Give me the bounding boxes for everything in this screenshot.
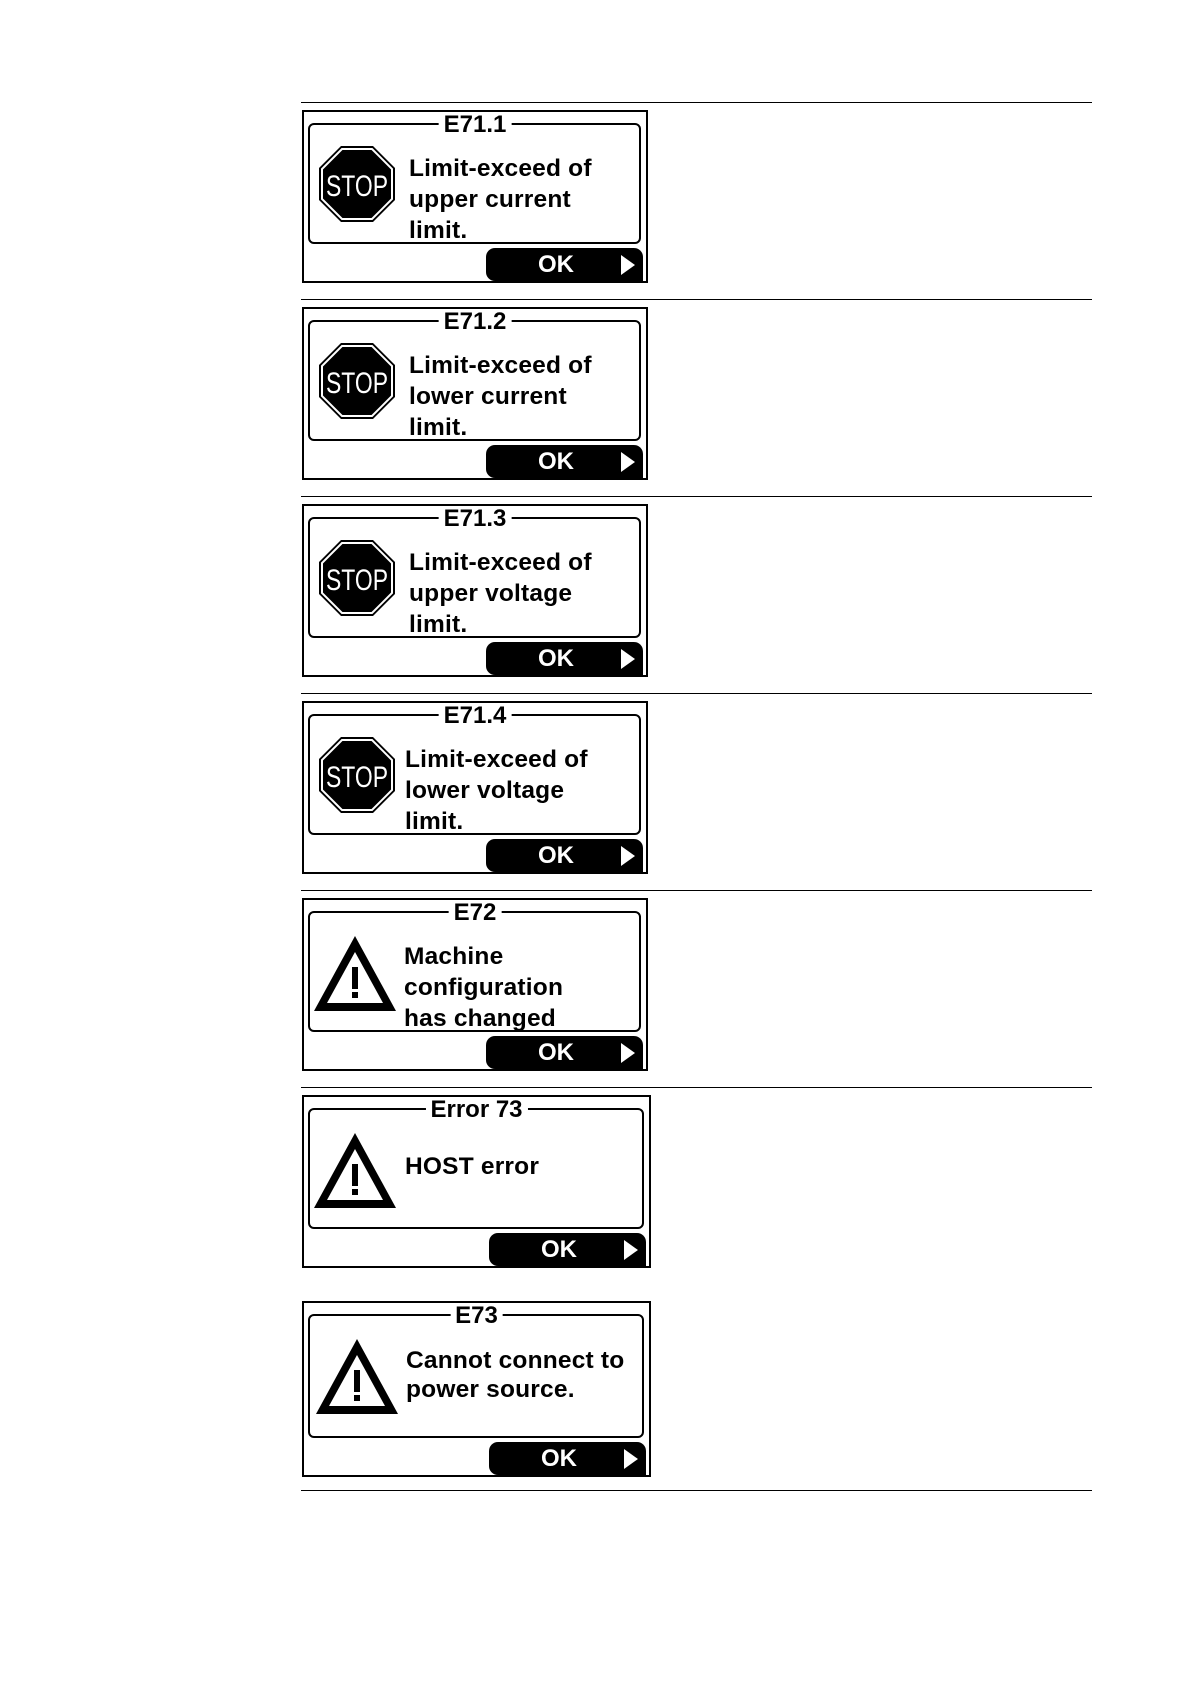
ok-button[interactable] [486, 248, 643, 281]
message-line: upper voltage [409, 580, 573, 607]
ok-button[interactable] [489, 1233, 646, 1266]
dialog-message-box [308, 714, 641, 835]
dialog-message-box [308, 1314, 644, 1438]
error-code: E73 [450, 1303, 503, 1329]
dialog-message [404, 941, 563, 1034]
message-line: Limit-exceed of [405, 746, 588, 773]
message-line: limit. [409, 611, 468, 638]
play-arrow-icon [624, 1449, 638, 1469]
ok-button-label: OK [541, 1236, 577, 1263]
message-line: Limit-exceed of [409, 352, 592, 379]
play-arrow-icon [621, 255, 635, 275]
error-dialog-e71-1 [302, 110, 648, 283]
separator-line [301, 1490, 1092, 1491]
ok-button-label: OK [541, 1445, 577, 1472]
svg-text:STOP: STOP [326, 367, 388, 400]
ok-button[interactable] [489, 1442, 646, 1475]
dialog-message-box [308, 123, 641, 244]
error-dialog-e71-4 [302, 701, 648, 874]
message-line: power source. [406, 1376, 575, 1403]
message-line: upper current [409, 186, 571, 213]
error-dialog-e71-2 [302, 307, 648, 480]
message-line: HOST error [405, 1153, 540, 1180]
error-code: E72 [449, 900, 502, 926]
separator-line [301, 496, 1092, 497]
play-arrow-icon [624, 1240, 638, 1260]
play-arrow-icon [621, 649, 635, 669]
message-line: Cannot connect to [406, 1347, 625, 1374]
warning-triangle-icon [311, 933, 399, 1015]
message-line: lower current [409, 383, 567, 410]
dialog-message [409, 153, 592, 246]
separator-line [301, 299, 1092, 300]
dialog-message [406, 1346, 624, 1404]
error-code: E71.1 [439, 112, 512, 138]
separator-line [301, 102, 1092, 103]
dialog-message [405, 744, 588, 837]
stop-sign-icon [318, 342, 396, 420]
ok-button-label: OK [538, 448, 574, 475]
svg-text:STOP: STOP [326, 761, 388, 794]
warning-triangle-icon [313, 1336, 401, 1418]
ok-button[interactable] [486, 445, 643, 478]
error-code: E71.4 [439, 703, 512, 729]
message-line: has changed [404, 1005, 556, 1032]
ok-button-label: OK [538, 842, 574, 869]
ok-button-label: OK [538, 251, 574, 278]
error-dialog-error-73 [302, 1095, 651, 1268]
message-line: limit. [409, 217, 468, 244]
ok-button[interactable] [486, 642, 643, 675]
message-line: lower voltage [405, 777, 565, 804]
error-code: E71.2 [439, 309, 512, 335]
play-arrow-icon [621, 452, 635, 472]
play-arrow-icon [621, 846, 635, 866]
play-arrow-icon [621, 1043, 635, 1063]
ok-button-label: OK [538, 1039, 574, 1066]
stop-sign-icon [318, 539, 396, 617]
dialog-message [405, 1151, 539, 1182]
warning-triangle-icon [311, 1130, 399, 1212]
svg-text:STOP: STOP [326, 564, 388, 597]
stop-sign-icon [318, 145, 396, 223]
error-dialog-e73 [302, 1301, 651, 1477]
message-line: Limit-exceed of [409, 155, 592, 182]
message-line: limit. [409, 414, 468, 441]
separator-line [301, 1087, 1092, 1088]
dialog-message-box [308, 320, 641, 441]
dialog-message-box [308, 911, 641, 1032]
dialog-message-box [308, 1108, 644, 1229]
error-code: Error 73 [425, 1097, 527, 1123]
ok-button[interactable] [486, 839, 643, 872]
message-line: limit. [405, 808, 464, 835]
separator-line [301, 890, 1092, 891]
message-line: configuration [404, 974, 564, 1001]
separator-line [301, 693, 1092, 694]
error-code: E71.3 [439, 506, 512, 532]
error-dialog-e71-3 [302, 504, 648, 677]
dialog-message [409, 547, 592, 640]
dialog-message [409, 350, 592, 443]
stop-sign-icon [318, 736, 396, 814]
message-line: Machine [404, 943, 504, 970]
ok-button[interactable] [486, 1036, 643, 1069]
svg-text:STOP: STOP [326, 170, 388, 203]
message-line: Limit-exceed of [409, 549, 592, 576]
ok-button-label: OK [538, 645, 574, 672]
dialog-message-box [308, 517, 641, 638]
error-dialog-e72 [302, 898, 648, 1071]
